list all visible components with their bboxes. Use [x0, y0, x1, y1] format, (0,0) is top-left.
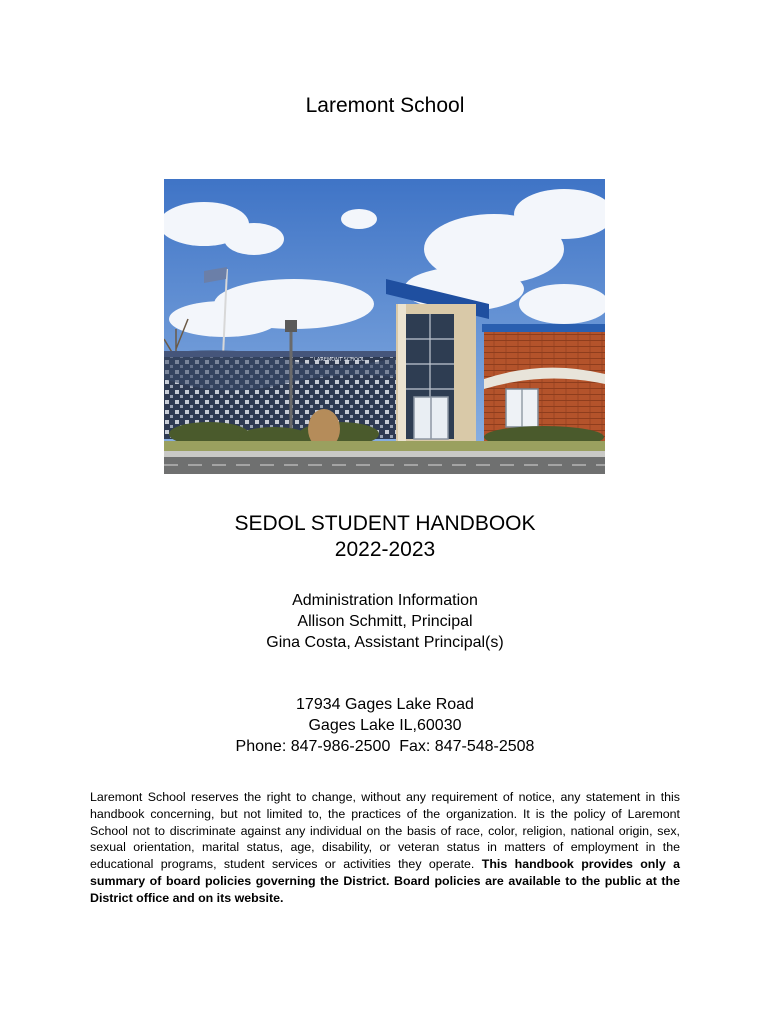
phone-fax: Phone: 847-986-2500 Fax: 847-548-2508	[235, 738, 535, 755]
school-year: 2022-2023	[334, 538, 436, 561]
school-building-photo	[164, 179, 605, 474]
administration-heading: Administration Information	[292, 592, 478, 609]
building-sign: LAREMONT SCHOOL	[314, 357, 365, 363]
street-address: 17934 Gages Lake Road	[296, 696, 474, 713]
assistant-principal-name: Gina Costa, Assistant Principal(s)	[266, 634, 504, 651]
city-state-zip: Gages Lake IL,60030	[308, 717, 462, 734]
handbook-title-block	[0, 511, 770, 563]
school-address	[0, 694, 770, 757]
school-title: Laremont School	[305, 94, 465, 117]
disclaimer-paragraph	[90, 789, 680, 907]
disclaimer-bold-text: This handbook provides only a summary of board policies governing the District. Board policies are available to the public at the District office and on its website.	[90, 857, 680, 905]
administration-info	[0, 590, 770, 653]
handbook-title: SEDOL STUDENT HANDBOOK	[234, 512, 536, 535]
principal-name: Allison Schmitt, Principal	[297, 613, 473, 630]
disclaimer-text: Laremont School reserves the right to change, without any requirement of notice, any statement in this handbook concerning, but not limited to, the practices of the organization. It is the policy of Laremont School not to discriminate against any individual on the basis of race, color, religion, national origin, sex, sexual orientation, marital status, age, disability, or veteran status in matters of employment in the educational programs, student services or activities they operate.	[90, 790, 680, 872]
